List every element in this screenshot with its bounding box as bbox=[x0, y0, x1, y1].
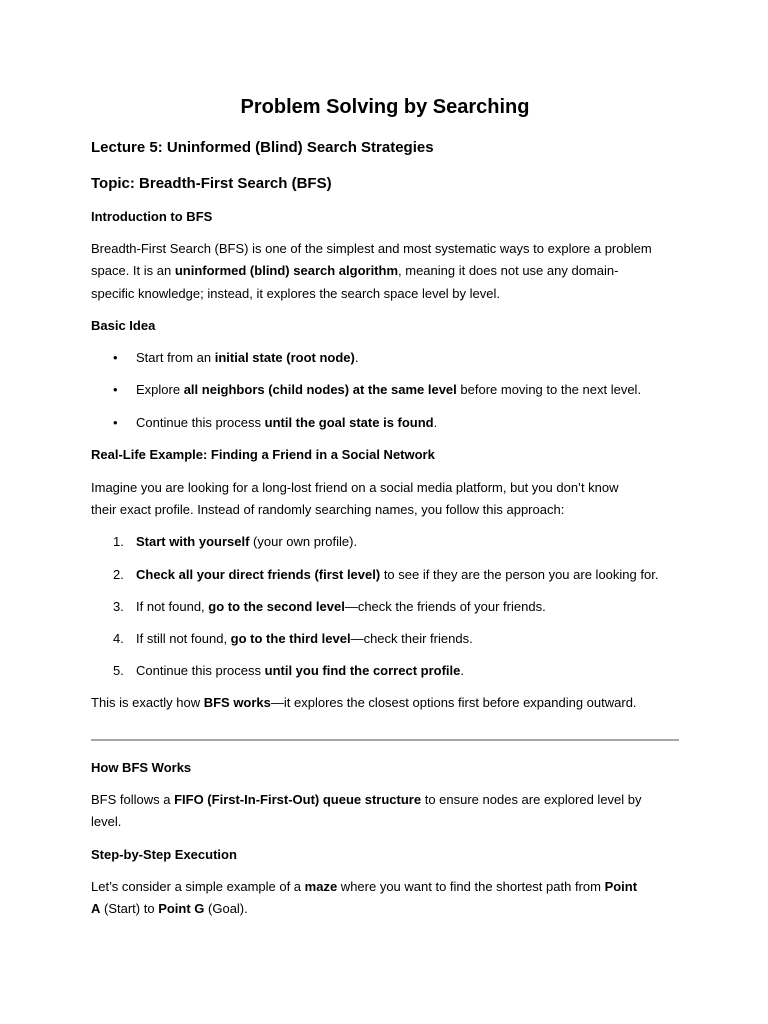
steps-heading: Step-by-Step Execution bbox=[91, 847, 237, 862]
example-line-1: Imagine you are looking for a long-lost friend on a social media platform, but you don’t know bbox=[91, 480, 619, 495]
bullet-marker: • bbox=[113, 350, 118, 365]
how-heading: How BFS Works bbox=[91, 760, 192, 775]
intro-heading: Introduction to BFS bbox=[91, 209, 213, 224]
example-line-2: their exact profile. Instead of randomly searching names, you follow this approach: bbox=[91, 502, 565, 517]
steps-line-1: Let’s consider a simple example of a maze where you want to find the shortest path from Point bbox=[91, 879, 638, 894]
horizontal-divider bbox=[91, 739, 679, 741]
basic-idea-heading: Basic Idea bbox=[91, 318, 156, 333]
example-summary: This is exactly how BFS works—it explores the closest options first before expanding outward. bbox=[91, 695, 637, 710]
topic-heading: Topic: Breadth-First Search (BFS) bbox=[91, 175, 332, 192]
bullet-marker: • bbox=[113, 382, 118, 397]
example-heading: Real-Life Example: Finding a Friend in a Social Network bbox=[91, 447, 435, 462]
document-title: Problem Solving by Searching bbox=[240, 96, 530, 118]
bullet-marker: • bbox=[113, 415, 118, 430]
how-line-2: level. bbox=[91, 814, 122, 829]
step-number: 4. bbox=[113, 631, 124, 646]
step-number: 5. bbox=[113, 663, 124, 678]
step-number: 2. bbox=[113, 567, 124, 582]
steps-line-2: A (Start) to Point G (Goal). bbox=[91, 901, 248, 916]
step-number: 3. bbox=[113, 599, 124, 614]
lecture-heading: Lecture 5: Uninformed (Blind) Search Strategies bbox=[91, 139, 434, 156]
how-line-1: BFS follows a FIFO (First-In-First-Out) queue structure to ensure nodes are explored level by bbox=[91, 792, 642, 807]
intro-line-2: space. It is an uninformed (blind) search algorithm, meaning it does not use any domain- bbox=[91, 263, 619, 278]
intro-line-3: specific knowledge; instead, it explores the search space level by level. bbox=[91, 286, 500, 301]
step-number: 1. bbox=[113, 534, 124, 549]
intro-line-1: Breadth-First Search (BFS) is one of the simplest and most systematic ways to explore a problem bbox=[91, 241, 652, 256]
